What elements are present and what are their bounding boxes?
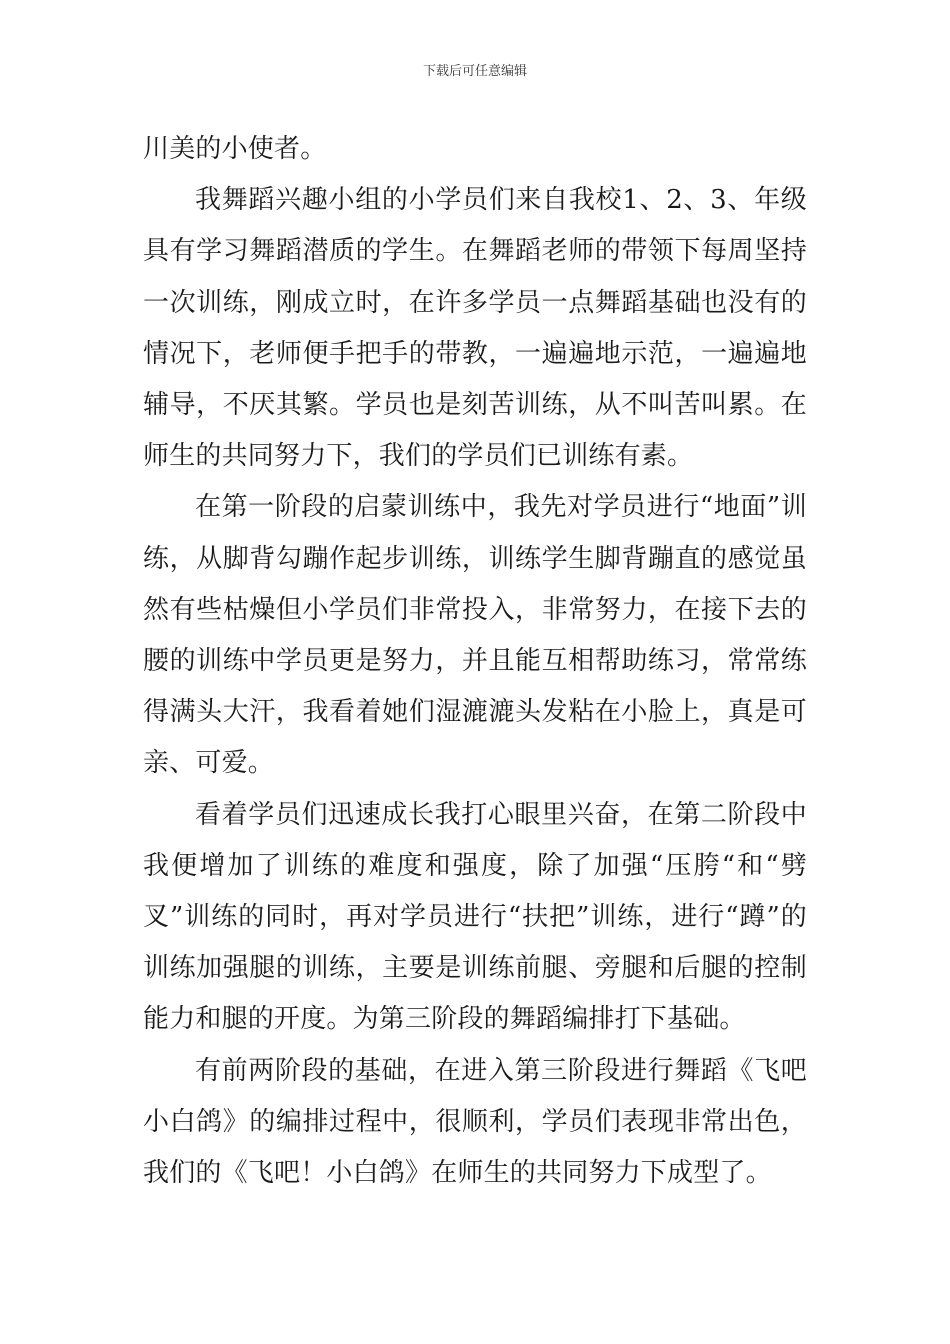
paragraph-line: 生的共同努力下，我们的学员们已训练有素。 [169,441,694,472]
paragraph-line: 我们的《飞吧！小白鸽》在师生的共同努力下成型了。 [143,1158,772,1189]
paragraph-line: 我便增加了训练的难度和强度，除了加强“压胯“和“劈 [143,850,807,881]
paragraph-line: 导，不厌其繁。学员也是刻苦训练，从不叫苦叫累。在师 [143,390,807,472]
paragraph-line: 况下，老师便手把手的带教，一遍遍地示范，一遍遍地辅 [143,338,807,421]
paragraph-line: 的腰的训练中学员更是努力，并且能互相帮助练习，常常 [143,594,807,677]
paragraph-5 [143,1046,807,1200]
paragraph-line: 虽然有些枯燥但小学员们非常投入，非常努力，在接下去 [143,543,807,625]
document-body [143,124,807,1199]
paragraph-line: 我舞蹈兴趣小组的小学员们来自我校1、2、3、年级具 [143,185,807,267]
paragraph-line: 在第一阶段的启蒙训练中，我先对学员进行“地面” [195,492,781,523]
paragraph-line: 有学习舞蹈潜质的学生。在舞蹈老师的带领下每周坚持一 [143,236,807,318]
paragraph-1 [143,124,807,175]
paragraph-line: “蹲”的训练加强腿的训练，主要是训练前腿、旁腿和后 [143,902,807,984]
paragraph-line: 腿的控制能力和腿的开度。为第三阶段的舞蹈编排打下基 [143,953,807,1035]
paragraph-line: 叉”训练的同时，再对学员进行“扶把”训练，进行 [143,902,726,933]
paragraph-4 [143,790,807,1046]
paragraph-line: 看着学员们迅速成长我打心眼里兴奋，在第二阶段中 [195,799,807,830]
paragraph-line: 次训练，刚成立时，在许多学员一点舞蹈基础也没有的情 [143,287,807,369]
paragraph-line: 可亲、可爱。 [143,697,807,779]
paragraph-3 [143,482,807,789]
paragraph-line: 练得满头大汗，我看着她们湿漉漉头发粘在小脸上，真是 [143,646,807,728]
paragraph-line: 有前两阶段的基础，在进入第三阶段进行舞蹈《飞吧 [195,1055,807,1086]
paragraph-line: 小白鸽》的编排过程中，很顺利，学员们表现非常出色， [143,1106,807,1137]
paragraph-line: 础。 [693,1004,746,1035]
paragraph-line: 川美的小使者。 [143,134,327,164]
paragraph-2 [143,175,807,482]
paragraph-line: 训练，从脚背勾蹦作起步训练，训练学生脚背蹦直的感觉 [143,492,807,574]
page-header: 下载后可任意编辑 [422,64,527,79]
